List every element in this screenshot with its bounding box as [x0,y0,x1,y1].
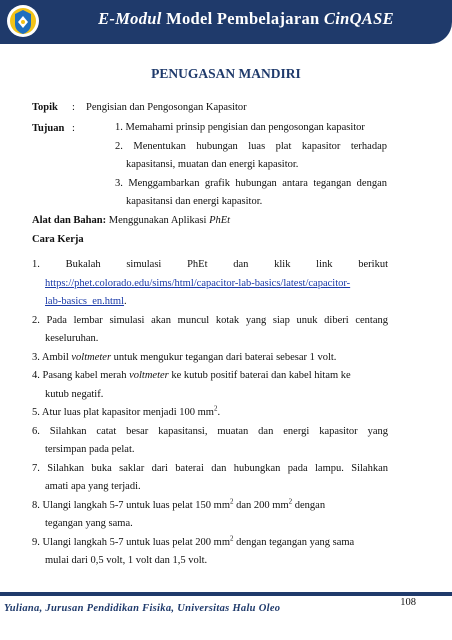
page-title: PENUGASAN MANDIRI [151,66,301,81]
phet-link-part-2[interactable]: lab-basics_en.html [45,296,125,307]
tujuan-colon: : [72,123,75,134]
topik-label: Topik [32,102,58,113]
topik-colon: : [72,102,75,113]
step-3: 3. Ambil voltmeter untuk mengukur tegangan dari baterai sebesar 1 volt. [32,352,337,363]
cara-kerja-heading: Cara Kerja [32,234,84,245]
step-4: 4. Pasang kabel merah voltmeter ke kutub positif baterai dan kabel hitam ke [32,370,351,381]
footer-divider [0,592,452,596]
step-2-cont: keseluruhan. [45,333,99,344]
topik-row [32,101,247,115]
tujuan-item-1: 1. Memahami prinsip pengisian dan pengosongan kapasitor [115,122,365,133]
topik-value: Pengisian dan Pengosongan Kapasitor [86,102,247,113]
page-number: 108 [400,597,416,608]
step-2: 2. Pada lembar simulasi akan muncul kotak yang siap unuk diberi centang [32,315,388,326]
alat-text: Menggunakan Aplikasi [106,215,210,226]
alat-bahan [32,214,230,228]
alat-italic: PhEt [209,215,231,226]
tujuan-label: Tujuan [32,123,65,134]
step-6-cont: tersimpan pada pelat. [45,444,135,455]
step-8: 8. Ulangi langkah 5-7 untuk luas pelat 150 $mm^2$ dan 200 $mm^2$ dengan [32,497,326,511]
step-9: 9. Ulangi langkah 5-7 untuk luas pelat 200 $mm^2$ dengan tegangan yang sama [32,534,355,548]
phet-link-part-1[interactable]: https://phet.colorado.edu/sims/html/capacitor-lab-basics/latest/capacitor- [45,278,351,289]
step-7: 7. Silahkan buka saklar dari baterai dan hubungkan pada lampu. Silahkan [32,463,388,474]
tujuan-row [32,122,75,136]
step-7-cont: amati apa yang terjadi. [45,481,141,492]
tujuan-item-3-cont: kapasitansi dan energi kapasitor. [126,196,263,207]
step-9-cont: mulai dari 0,5 volt, 1 volt dan 1,5 volt. [45,555,208,566]
step-5: 5. Atur luas plat kapasitor menjadi 100 $mm^2$. [32,404,221,418]
step-1-link-line-1[interactable] [45,278,350,289]
tujuan-item-3: 3. Menggambarkan grafik hubungan antara tegangan dengan [115,178,387,189]
header-title: E-Modul Model Pembelajaran CinQASE [98,9,394,28]
step-6: 6. Silahkan catat besar kapasitansi, muatan dan energi kapasitor yang [32,426,388,437]
step-4-cont: kutub negatif. [45,389,104,400]
step-8-cont: tegangan yang sama. [45,518,133,529]
footer-author: Yuliana, Jurusan Pendidikan Fisika, Universitas Halu Oleo [4,603,281,614]
step-1-link-line-2: lab-basics_en.html. [45,296,127,307]
alat-label: Alat dan Bahan: [32,215,107,226]
university-logo-icon [6,4,40,38]
step-1: 1. Bukalah simulasi PhEt dan klik link berikut [32,259,388,270]
tujuan-item-2: 2. Menentukan hubungan luas plat kapasitor terhadap [115,141,387,152]
tujuan-item-2-cont: kapasitansi, muatan dan energi kapasitor. [126,159,299,170]
header-banner [0,0,452,44]
